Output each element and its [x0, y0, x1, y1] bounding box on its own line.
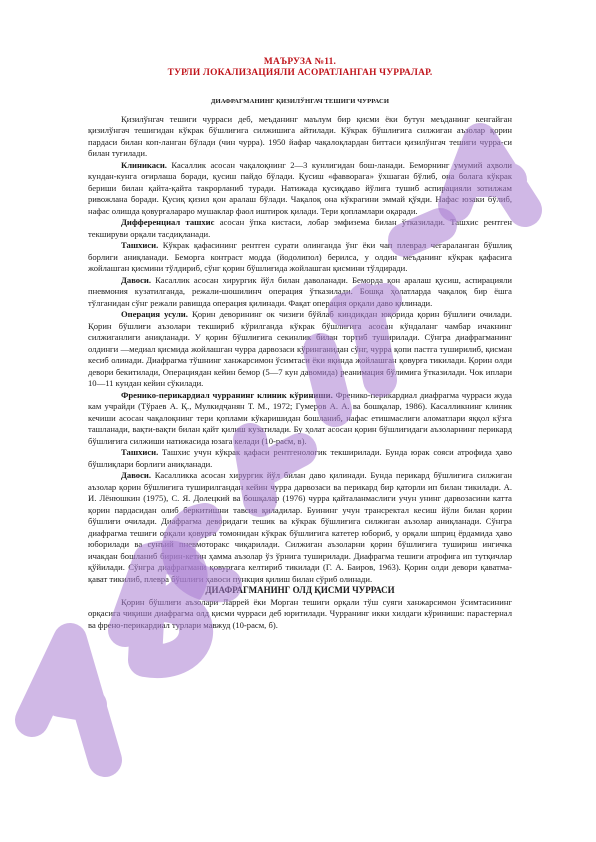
paragraph-text: Қизилўнгач тешиги чурраси деб, меъданинг маълум бир қисми ёки бутун меъданинг кенгайган қизилўнгач тешигидан кўкрак бўшлиғига силжишига айтилади. Кўкрак бўшлиғига силжиган аъзолар қорин пардаси билан коп-ланган бўлади (чин чурра). 1950 йафар чақалоқлардан биттаси қизилўнгач тешиги чурра-си билан туғилади. — [88, 113, 512, 159]
paragraph-text: Касаллик асосан чақалоқнинг 2—3 кунлигидан бош-ланади. Беморнинг умумий аҳволи кундан-кунга оғирлаша боради, қусиш пайдо бўлади. Қусиш «фавворага» ўхшаган бўлиб, она болага кўкрак бериши билан қайта-қайта такрорланиб туради. Натижада қусиқдаво йўлига тушиб аспирацияли зотилжам ривожлана боради. Қусиқ қизил қон аралаш бўлади. Чақалоқ она кўкрагини эммай қўяди. Нафас юзаки бўлиб, нафас олишда қовурғалараро мушаклар фаол иштирок қилади. Тери қопламлари оқаради. — [88, 159, 512, 216]
paragraph-differential — [88, 217, 512, 240]
heading-operation: Операция усули. — [121, 309, 188, 320]
paragraph-treatment — [88, 275, 512, 310]
section-heading-anterior: ДИАФРАГМАНИНГ ОЛД ҚИСМИ ЧУРРАСИ — [205, 585, 395, 596]
paragraph-treatment-2 — [88, 470, 512, 585]
heading-clinic: Клиникаси. — [121, 159, 167, 170]
paragraph-text: Кўкрак қафасининг рентген сурати олинганда ўнг ёки чап плеврал чегараланган бўшлиқ борлиги аниқланади. Беморга контраст модда (йодолипол) берилса, у олдин меъданинг кўкрак қафасига жойлашган қисмини тўлдириб, сўнг қорин бўшлиғида жойлашган қисмини тўлдиради. — [88, 240, 512, 274]
paragraph-freniko — [88, 390, 512, 448]
paragraph-text: Ташхис учун кўкрак қафаси рентгенологик текширилади. Бунда юрак сояси атрофида ҳаво бўшлиқлари борлиги аниқланади. — [88, 447, 512, 469]
heading-treatment-2: Давоси. — [121, 470, 152, 481]
heading-diagnosis: Ташхиси. — [121, 240, 159, 251]
heading-diagnosis-2: Ташхиси. — [121, 447, 159, 458]
paragraph-diagnosis — [88, 240, 512, 275]
paragraph-text: Қорин деворининг ок чизиғи бўйлаб киндикдан юқорида қорин бўшлиғи очилади. Қорин бўшлиғи аъзолари текшириб кўрилганда кўкрак бўшлиғига асосан кўндаланг чамбар ичакнинг силжиганлиги аниқланади. У қорин бўшлиғига секинлик билан тортиб туширилади. Сўнгра диафрагманинг олдинги —медиал қисмида жойлашган чурра дарвозаси кўринганидан сўнг, чурра қопи пастга туширилиб, қисман кесиб олинади. Диафрагма тўшнинг ханжарсимон ўсимтаси ёки яқинда жойлашган қовурға тикилади. Қорин олди девори бекитилади, Операциядан кейин бемор (5—7 кун давомида) реанимация бўлимига ўтказилади. Чок иплари 10—11 кундан кейин сўкилади. — [88, 309, 512, 389]
paragraph-text: Касалликка асосан хирургик йўл билан даво қилинади. Бунда перикард бўшлиғига силжиган аъзолар қорин бўшлиғига туширилгандан кейин чурра дарвозаси ва перикард бир қаторли ип билан тикилади. А. И. Лёнюшкин (1975), С. Я. Долецкий ва бошқалар (1976) чурра қайталанмаслиги учун унинг дарвозасини катта қорин пардасидан олиб беркитишни тавсия қиладилар. Буининг учун трансректал кесиш йўли билан қорин бўшлиғи очилади. Диафрагма деворидаги тешик ва кўкрак бўшлиғига силжиган аъзолар аниқланади. Сўнгра диафрагма тешиги орқали қовурға томонидан кўкрак бўшлиғига катетер юбориб, у орқали шприц ёрдамида ҳаво юборилади ва сунъий пневмоторакс чиқарилади. Силжиган аъзоларни қорин бўшлиғига тушириш ингичка ичакдан бошланиб бирин-кетин ҳамма аъзолар ўз ўрнига туширилади. Диафрагма тешиги атрофига ип тутқичлар қўйилади. Сўнгра диафрагмани қовурғага келтириб тикилади (Г. А. Баиров, 1963). Қорин олди девори қаватма-қават тикилиб, плевра бўшлиғи ҳавоси пункция қилиш билан сўриб олинади. — [88, 470, 512, 584]
heading-treatment: Давоси. — [121, 274, 152, 285]
paragraph-text: Касаллик асосан хирургик йўл билан даволанади. Беморда қон аралаш қусиш, аспирацияли пневмония кузатилганда, режали-шошилинч операция ўтказилади. Бошқа ҳолатларда чақалоқ бир ёшга тўлганидан сўнг режали равишда операция қилинади. Фақат операция орқали даво қилинади. — [88, 274, 512, 308]
section-subtitle: ДИАФРАГМАНИНГ ҚИЗИЛЎНГАЧ ТЕШИГИ ЧУРРАСИ — [210, 97, 390, 105]
paragraph-anterior — [88, 597, 512, 632]
lecture-number-title: МАЪРУЗА №11. — [263, 57, 337, 67]
paragraph-operation — [88, 309, 512, 390]
paragraph-text: асосан ўпка кистаси, лобар эмфизема билан ўтказилади. Ташхис рентген текшируви орқали тасдиқланади. — [88, 217, 512, 239]
paragraph-text: Френико-перикардиал диафрагма чурраси жуда кам учрайди (Тўраев А. Қ., Мулкидҷанян Т. М., 1972; Гумеров А. А. ва бошқалар, 1986). Касалликнинг клиник кечиши асосан чақалоқнинг тери қоплами кўкаришидан бошланиб, нафас етишмаслиги аломатлари яққол кўзга ташланади, вақти-вақти билан қайт қилиш кузатилади. Бу ҳолат асосан қорин бўшлиғидаги аъзоларнинг перикард бўшлиғига силжиши натижасида юзага келади (10-расм, в). — [88, 389, 512, 446]
lecture-content — [88, 57, 512, 631]
heading-freniko: Френико-перикардиал чурранинг клиник кўриниши. — [121, 389, 333, 400]
paragraph-clinic — [88, 160, 512, 218]
paragraph-diagnosis-2 — [88, 447, 512, 470]
lecture-main-title: ТУРЛИ ЛОКАЛИЗАЦИЯЛИ АСОРАТЛАНГАН ЧУРРАЛАР. — [167, 68, 433, 79]
paragraph-text: Қорин бўшлиғи аъзолари Ларрей ёки Морган тешиги орқали тўш суяги ханжарсимон ўсимтасининг орқасига чиқиши диафрагма олд қисми чурраси деб юритилади. Чурранинг икки хилдаги кўриниши: парастернал ва френо-перикардиал турлари мавжуд (10-расм, б). — [88, 596, 512, 630]
heading-differential: Дифференциал ташхис — [121, 217, 215, 228]
paragraph-definition — [88, 114, 512, 160]
